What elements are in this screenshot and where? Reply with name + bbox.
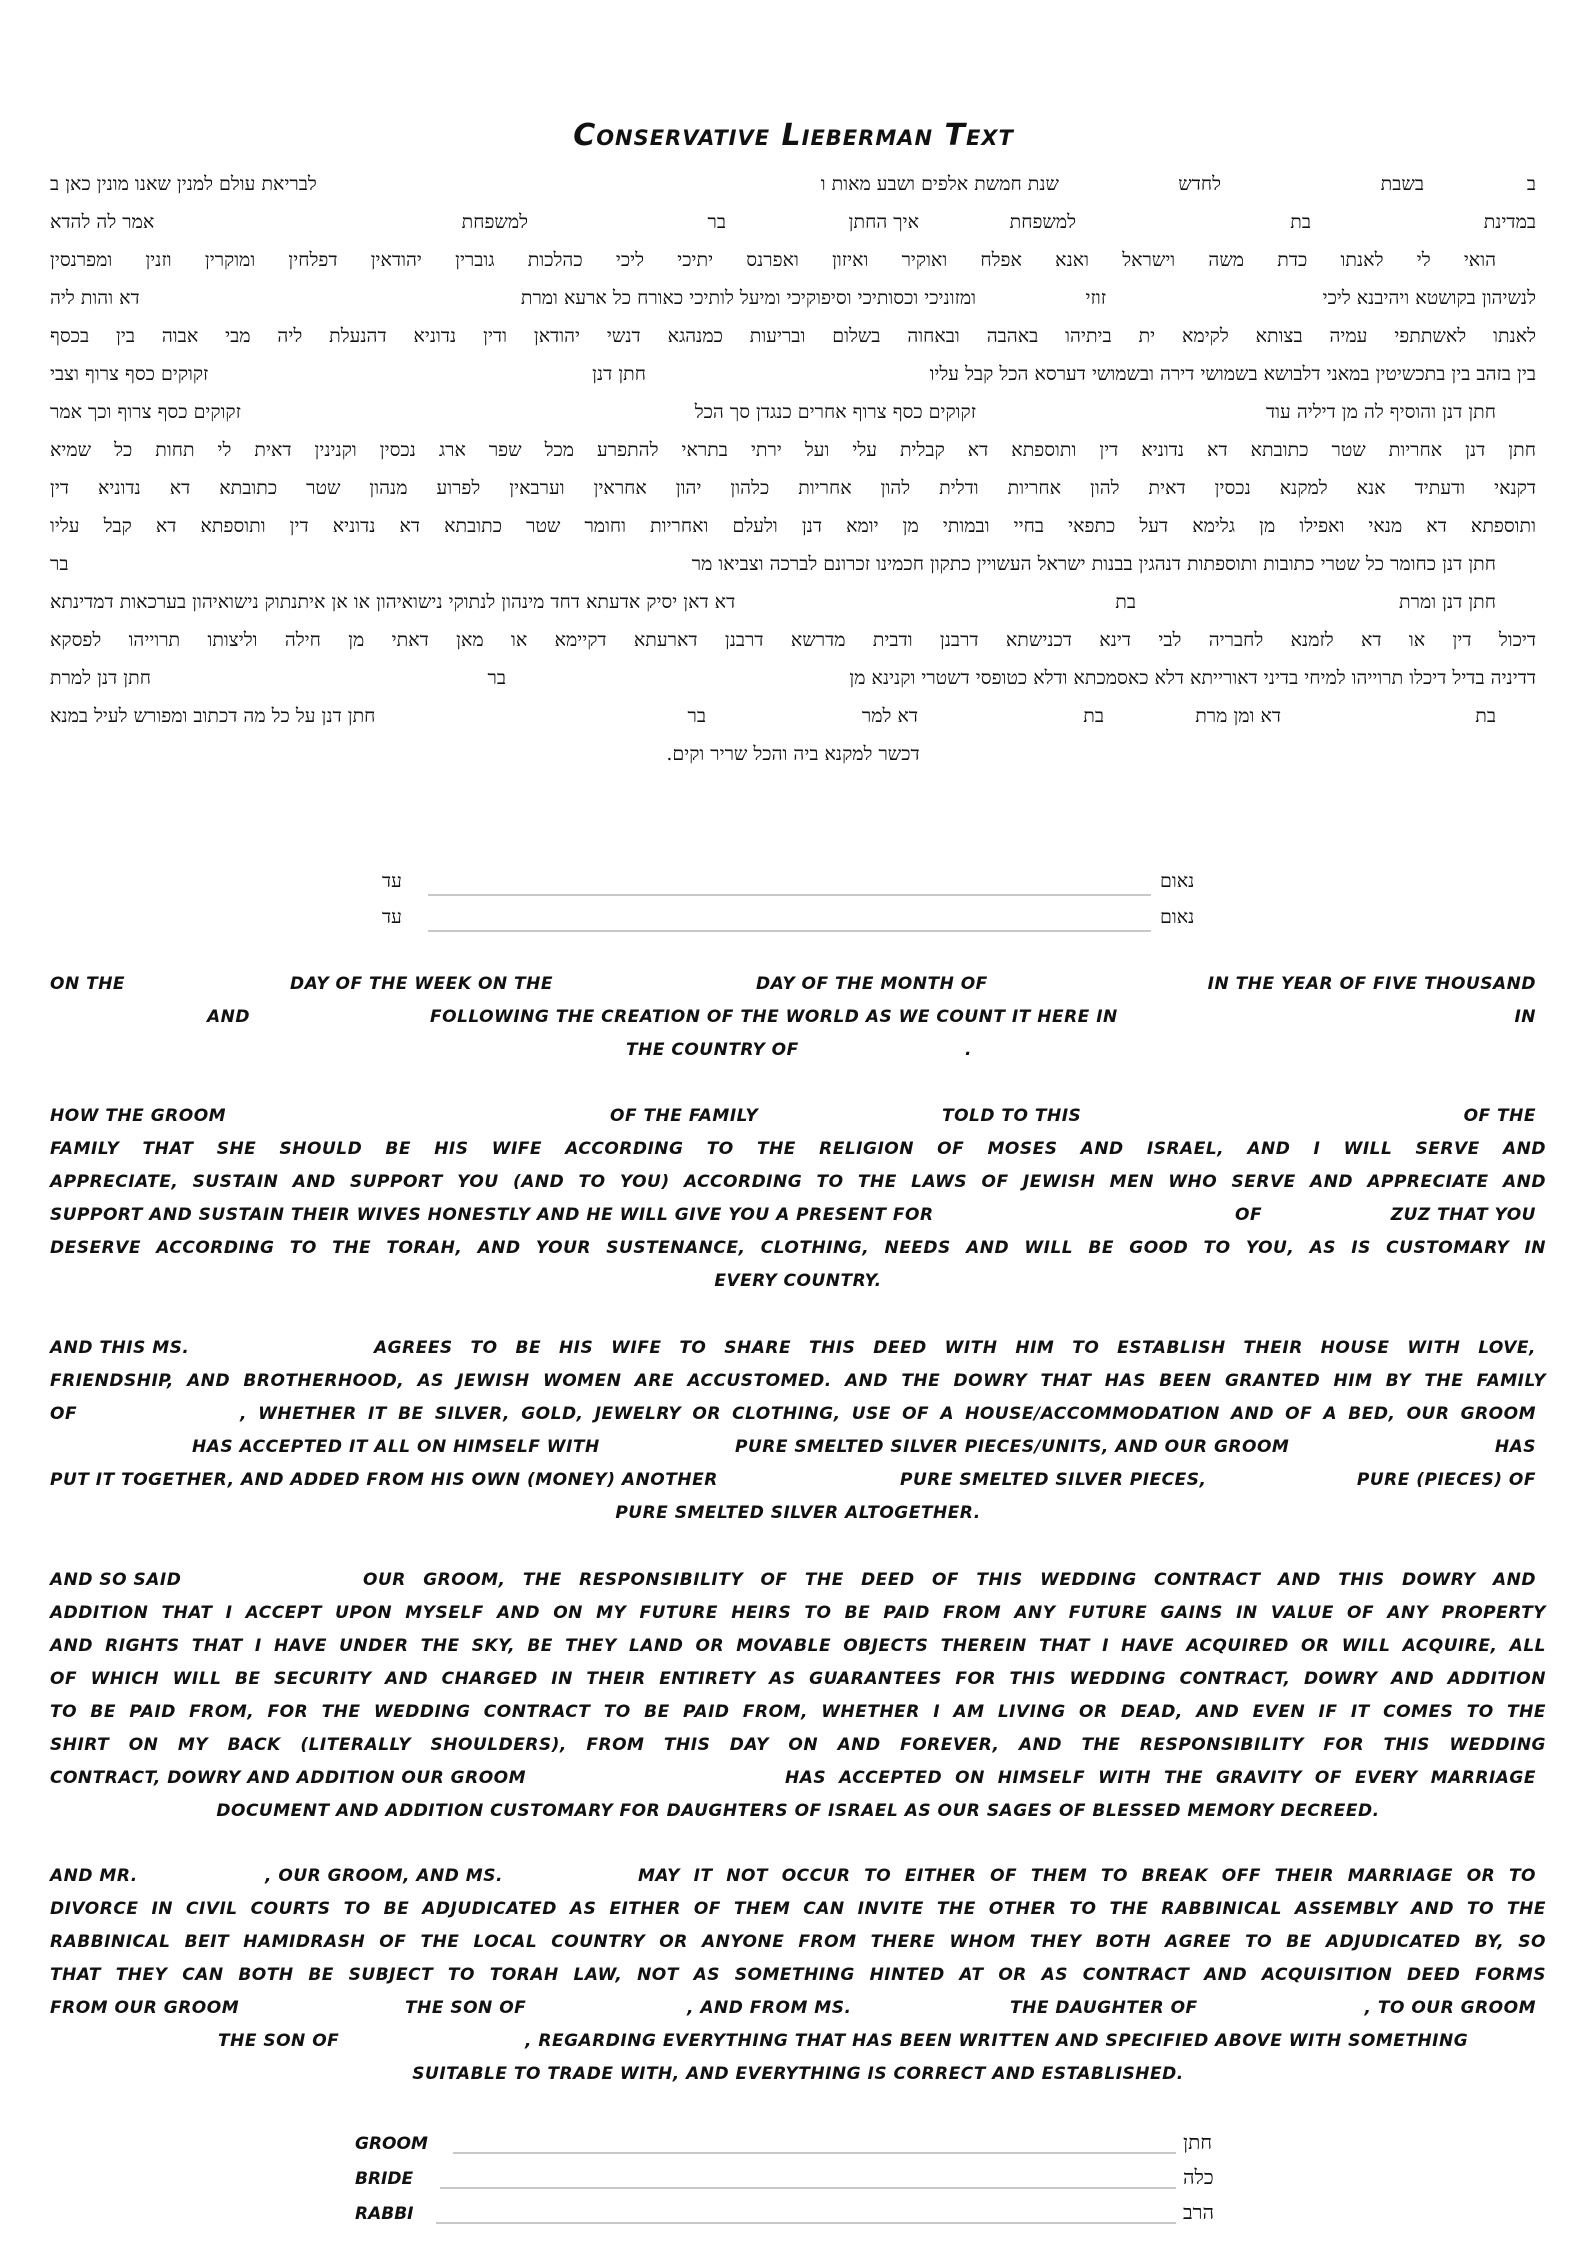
english-phrase: , AND FROM MS.	[687, 1998, 852, 2018]
hebrew-line-13: דיכול דין או דא לזמנא לחבריה לבי דינא דכנישתא דרבנן ודבית מדרשא דרבנן דארעתא דקיימא או מאן דאתי מן חילה וליצותו תרוייהו לפסקא	[50, 629, 1536, 651]
english-line	[50, 2025, 1546, 2058]
hebrew-word: למשפחת	[1009, 211, 1076, 233]
english-paragraph-5	[50, 1860, 1546, 2091]
english-phrase: OUR GROOM, THE RESPONSIBILITY OF THE DEED OF THIS WEDDING CONTRACT AND THIS DOWRY AND	[363, 1570, 1536, 1590]
hebrew-word: זקוקים כסף צרוף וצבי	[50, 363, 209, 385]
witness-label-ed: עד	[382, 906, 402, 928]
english-line	[50, 1464, 1546, 1497]
english-phrase: HAS	[1494, 1437, 1536, 1457]
english-line	[50, 1762, 1546, 1795]
hebrew-word: איך החתן	[848, 211, 919, 233]
signature-label-he: כלה	[1183, 2165, 1214, 2189]
english-phrase: IN THE YEAR OF FIVE THOUSAND	[1207, 974, 1536, 994]
hebrew-line-1	[50, 165, 1536, 203]
signature-label-en: GROOM	[355, 2134, 428, 2154]
english-phrase: OF THE FAMILY	[610, 1106, 759, 1126]
english-phrase: DAY OF THE WEEK ON THE	[290, 974, 553, 994]
english-phrase: HAS ACCEPTED ON HIMSELF WITH THE GRAVITY OF EVERY MARRIAGE	[785, 1768, 1536, 1788]
english-paragraph-1	[50, 968, 1546, 1067]
hebrew-word: בת	[1115, 591, 1136, 613]
hebrew-word: לחדש	[1178, 173, 1221, 195]
bride-signature-line[interactable]	[440, 2187, 1176, 2189]
english-line	[50, 1564, 1546, 1597]
witness-row-1	[0, 870, 1587, 904]
hebrew-word: בת	[1475, 705, 1496, 727]
hebrew-line-9: דקנאי ודעתיד אנא למקנא נכסין דאית להון אחריות ודלית להון אחריות כלהון יהון אחראין וערבאין לפרוע מנהון שטר כתובתא דא נדוניא דין	[50, 477, 1536, 499]
english-line: RABBINICAL BEIT HAMIDRASH OF THE LOCAL COUNTRY OR ANYONE FROM THERE WHOM THEY BOTH AGREE TO BE ADJUDICATED BY, SO	[50, 1932, 1546, 1952]
hebrew-word: זוזי	[1085, 287, 1106, 309]
english-paragraph-4	[50, 1564, 1546, 1828]
witness-signature-line[interactable]	[428, 930, 1151, 932]
hebrew-word: ב	[1526, 173, 1536, 195]
hebrew-line-4	[50, 279, 1536, 317]
english-phrase: , REGARDING EVERYTHING THAT HAS BEEN WRITTEN AND SPECIFIED ABOVE WITH SOMETHING	[525, 2031, 1469, 2051]
english-phrase: AGREES TO BE HIS WIFE TO SHARE THIS DEED WITH HIM TO ESTABLISH THEIR HOUSE WITH LOVE,	[374, 1338, 1536, 1358]
english-phrase: PURE (PIECES) OF	[1356, 1470, 1536, 1490]
hebrew-line-5: לאנתו לאשתתפי עמיה בצותא לקימא ית ביתיהו באהבה ובאחוה בשלום ובריעות כמנהגא דנשי יהודאן ודין נדוניא דהנעלת ליה מבי אבוה בין בכסף	[50, 325, 1536, 347]
hebrew-line-10: ותוספתא דא מנאי ואפילו מן גלימא דעל כתפאי בחיי ובמותי מן יומא דנן ולעלם ואחריות וחומר שטר כתובתא דא נדוניא דין ותוספתא דא קבל עליו	[50, 515, 1536, 537]
witness-row-2	[0, 906, 1587, 940]
english-phrase: PURE SMELTED SILVER PIECES,	[900, 1470, 1207, 1490]
english-phrase: , WHETHER IT BE SILVER, GOLD, JEWELRY OR CLOTHING, USE OF A HOUSE/ACCOMMODATION AND OF A BED, OUR GROOM	[240, 1404, 1536, 1424]
hebrew-word: בר	[50, 553, 69, 575]
english-line	[50, 968, 1546, 1001]
hebrew-word: במדינת	[1483, 211, 1536, 233]
english-phrase: PURE SMELTED SILVER PIECES/UNITS, AND OUR GROOM	[735, 1437, 1290, 1457]
english-line	[50, 1860, 1546, 1893]
english-phrase: FOLLOWING THE CREATION OF THE WORLD AS WE COUNT IT HERE IN	[430, 1007, 1118, 1027]
hebrew-word: דא והות ליה	[50, 287, 140, 309]
hebrew-word: חתן דנן ומרת	[1399, 591, 1496, 613]
english-line: OF WHICH WILL BE SECURITY AND CHARGED IN THEIR ENTIRETY AS GUARANTEES FOR THIS WEDDING CONTRACT, DOWRY AND ADDITION	[50, 1669, 1546, 1689]
hebrew-word: בר	[707, 211, 726, 233]
english-phrase: AND THIS MS.	[50, 1338, 190, 1358]
english-phrase: AND SO SAID	[50, 1570, 182, 1590]
witness-label-he: נאום	[1160, 870, 1195, 892]
english-phrase: FROM OUR GROOM	[50, 1998, 240, 2018]
english-phrase: DAY OF THE MONTH OF	[756, 974, 988, 994]
hebrew-line-16: דכשר למקנא ביה והכל שריר וקים.	[666, 743, 920, 765]
english-line: FAMILY THAT SHE SHOULD BE HIS WIFE ACCORDING TO THE RELIGION OF MOSES AND ISRAEL, AND I WILL SERVE AND	[50, 1139, 1546, 1159]
english-phrase: TOLD TO THIS	[942, 1106, 1082, 1126]
signature-row-groom	[0, 2128, 1587, 2162]
hebrew-word: בר	[487, 667, 506, 689]
hebrew-word: בשבת	[1380, 173, 1424, 195]
hebrew-line-2	[50, 203, 1536, 241]
english-phrase: IN	[1514, 1007, 1536, 1027]
english-phrase: AND MR.	[50, 1866, 138, 1886]
english-phrase: OF	[1235, 1205, 1263, 1225]
hebrew-word: חתן דנן	[592, 363, 646, 385]
english-line: TO BE PAID FROM, FOR THE WEDDING CONTRACT TO BE PAID FROM, WHETHER I AM LIVING OR DEAD, AND EVEN IF IT COMES TO THE	[50, 1702, 1546, 1722]
english-line	[50, 1431, 1546, 1464]
english-phrase: .	[965, 1040, 972, 1060]
hebrew-word: בת	[1083, 705, 1104, 727]
english-phrase: HOW THE GROOM	[50, 1106, 227, 1126]
english-phrase: HAS ACCEPTED IT ALL ON HIMSELF WITH	[192, 1437, 600, 1457]
hebrew-line-6	[50, 355, 1536, 393]
hebrew-line-15	[50, 697, 1536, 735]
signature-label-he: הרב	[1183, 2200, 1214, 2224]
hebrew-word: דא ומן מרת	[1195, 705, 1281, 727]
signature-label-he: חתן	[1183, 2130, 1213, 2154]
english-phrase: OF THE	[1463, 1106, 1536, 1126]
hebrew-word: זקוקים כסף צרוף וכך אמר	[50, 401, 241, 423]
signature-label-en: BRIDE	[355, 2169, 414, 2189]
witness-label-he: נאום	[1160, 906, 1195, 928]
english-line: FRIENDSHIP, AND BROTHERHOOD, AS JEWISH WOMEN ARE ACCUSTOMED. AND THE DOWRY THAT HAS BEEN GRANTED HIM BY THE FAMILY	[50, 1371, 1546, 1391]
hebrew-word: אמר לה להדא	[50, 211, 155, 233]
hebrew-word: חתן דנן למרת	[50, 667, 151, 689]
english-line	[50, 1034, 1546, 1067]
page-title: Conservative Lieberman Text	[573, 118, 1014, 153]
signature-label-en: RABBI	[355, 2204, 414, 2224]
english-line: DOCUMENT AND ADDITION CUSTOMARY FOR DAUGHTERS OF ISRAEL AS OUR SAGES OF BLESSED MEMORY DECREED.	[216, 1801, 1380, 1821]
english-phrase: SUPPORT AND SUSTAIN THEIR WIVES HONESTLY AND HE WILL GIVE YOU A PRESENT FOR	[50, 1205, 934, 1225]
hebrew-line-3: הואי לי לאנתו כדת משה וישראל ואנא אפלח ואוקיר ואיזון ואפרנס יתיכי ליכי כהלכות גוברין יהודאין דפלחין ומוקרין וזנין ומפרנסין	[50, 249, 1496, 271]
english-phrase: , OUR GROOM, AND MS.	[265, 1866, 503, 1886]
rabbi-signature-line[interactable]	[436, 2222, 1176, 2224]
hebrew-line-7	[50, 393, 1536, 431]
hebrew-word: לבריאת עולם למנין שאנו מונין כאן ב	[50, 173, 317, 195]
hebrew-word: למשפחת	[461, 211, 528, 233]
english-phrase: THE DAUGHTER OF	[1010, 1998, 1198, 2018]
english-phrase: MAY IT NOT OCCUR TO EITHER OF THEM TO BREAK OFF THEIR MARRIAGE OR TO	[638, 1866, 1536, 1886]
english-phrase: , TO OUR GROOM	[1364, 1998, 1536, 2018]
signature-row-bride	[0, 2163, 1587, 2197]
english-line: APPRECIATE, SUSTAIN AND SUPPORT YOU (AND TO YOU) ACCORDING TO THE LAWS OF JEWISH MEN WHO SERVE AND APPRECIATE AND	[50, 1172, 1546, 1192]
english-phrase: THE SON OF	[218, 2031, 340, 2051]
english-phrase: ZUZ THAT YOU	[1390, 1205, 1536, 1225]
hebrew-word: חתן דנן כחומר כל שטרי כתובות ותוספתות דנהגין בבנות ישראל העשויין כתקון חכמינו זכרונם לברכה וצביאו מר	[691, 553, 1496, 575]
signature-row-rabbi	[0, 2198, 1587, 2232]
english-line: EVERY COUNTRY.	[714, 1271, 882, 1291]
witness-label-ed: עד	[382, 870, 402, 892]
english-line: AND RIGHTS THAT I HAVE UNDER THE SKY, BE THEY LAND OR MOVABLE OBJECTS THEREIN THAT I HAVE ACQUIRED OR WILL ACQUIRE, ALL	[50, 1636, 1546, 1656]
english-line	[50, 1332, 1546, 1365]
hebrew-line-11	[50, 545, 1536, 583]
hebrew-line-8: חתן דנן אחריות שטר כתובתא דא נדוניא דין ותוספתא דא קבלית עלי ועל ירתי בתראי להתפרע מכל שפר ארג נכסין וקנינין דאית לי תחות כל שמיא	[50, 439, 1537, 461]
hebrew-word: ומזוניכי וכסותיכי וסיפוקיכי ומיעל לותיכי כאורח כל ארעא ומרת	[520, 287, 976, 309]
witness-signature-line[interactable]	[428, 894, 1151, 896]
english-line	[50, 1199, 1546, 1232]
hebrew-word: דדיניה בדיל דיכלו תרוייהו למיחי בדיני דאורייתא דלא כאסמכתא ודלא כטופסי דשטרי וקנינא מן	[849, 667, 1536, 689]
english-paragraph-2	[50, 1100, 1546, 1298]
hebrew-word: שנת חמשת אלפים ושבע מאות ו	[820, 173, 1059, 195]
english-phrase: ON THE	[50, 974, 126, 994]
english-line: ADDITION THAT I ACCEPT UPON MYSELF AND ON MY FUTURE HEIRS TO BE PAID FROM ANY FUTURE GAINS IN VALUE OF ANY PROPERTY	[50, 1603, 1546, 1623]
english-phrase: OF	[50, 1404, 78, 1424]
hebrew-line-14	[50, 659, 1536, 697]
english-phrase: CONTRACT, DOWRY AND ADDITION OUR GROOM	[50, 1768, 527, 1788]
hebrew-line-12	[50, 583, 1536, 621]
hebrew-word: בת	[1290, 211, 1311, 233]
hebrew-word: חתן דנן והוסיף לה מן דיליה עוד	[1266, 401, 1496, 423]
english-line	[50, 1992, 1546, 2025]
hebrew-word: לנשיהון בקושטא ויהיבנא ליכי	[1322, 287, 1536, 309]
english-phrase: THE SON OF	[405, 1998, 527, 2018]
english-phrase: PUT IT TOGETHER, AND ADDED FROM HIS OWN (MONEY) ANOTHER	[50, 1470, 718, 1490]
english-line: DESERVE ACCORDING TO THE TORAH, AND YOUR SUSTENANCE, CLOTHING, NEEDS AND WILL BE GOOD TO YOU, AS IS CUSTOMARY IN	[50, 1238, 1546, 1258]
hebrew-text	[50, 165, 1536, 773]
english-line	[50, 1100, 1546, 1133]
hebrew-word: חתן דנן על כל מה דכתוב ומפורש לעיל במנא	[50, 705, 376, 727]
groom-signature-line[interactable]	[453, 2152, 1176, 2154]
english-line	[50, 1398, 1546, 1431]
english-line: SHIRT ON MY BACK (LITERALLY SHOULDERS), FROM THIS DAY ON AND FOREVER, AND THE RESPONSIBILITY FOR THIS WEDDING	[50, 1735, 1546, 1755]
english-line: SUITABLE TO TRADE WITH, AND EVERYTHING IS CORRECT AND ESTABLISHED.	[412, 2064, 1184, 2084]
hebrew-word: בין בזהב בין בתכשיטין במאני דלבושא בשמושי דירה ובשמושי דערסא הכל קבל עליו	[929, 363, 1536, 385]
english-paragraph-3	[50, 1332, 1546, 1530]
hebrew-word: בר	[687, 705, 706, 727]
english-phrase: AND	[207, 1007, 250, 1027]
english-line: PURE SMELTED SILVER ALTOGETHER.	[615, 1503, 981, 1523]
english-line: DIVORCE IN CIVIL COURTS TO BE ADJUDICATED AS EITHER OF THEM CAN INVITE THE OTHER TO THE RABBINICAL ASSEMBLY AND TO THE	[50, 1899, 1546, 1919]
hebrew-word: דא למר	[861, 705, 918, 727]
english-line	[50, 1001, 1546, 1034]
english-phrase: THE COUNTRY OF	[626, 1040, 799, 1060]
hebrew-word: זקוקים כסף צרוף אחרים כנגדן סך הכל	[694, 401, 976, 423]
hebrew-word: דא דאן יסיק אדעתא דחד מינהון לנתוקי נישואיהון או אן איתנתוק נישואיהון בערכאות דמדינתא	[50, 591, 736, 613]
english-line: THAT THEY CAN BOTH BE SUBJECT TO TORAH LAW, NOT AS SOMETHING HINTED AT OR AS CONTRACT AND ACQUISITION DEED FORMS	[50, 1965, 1546, 1985]
